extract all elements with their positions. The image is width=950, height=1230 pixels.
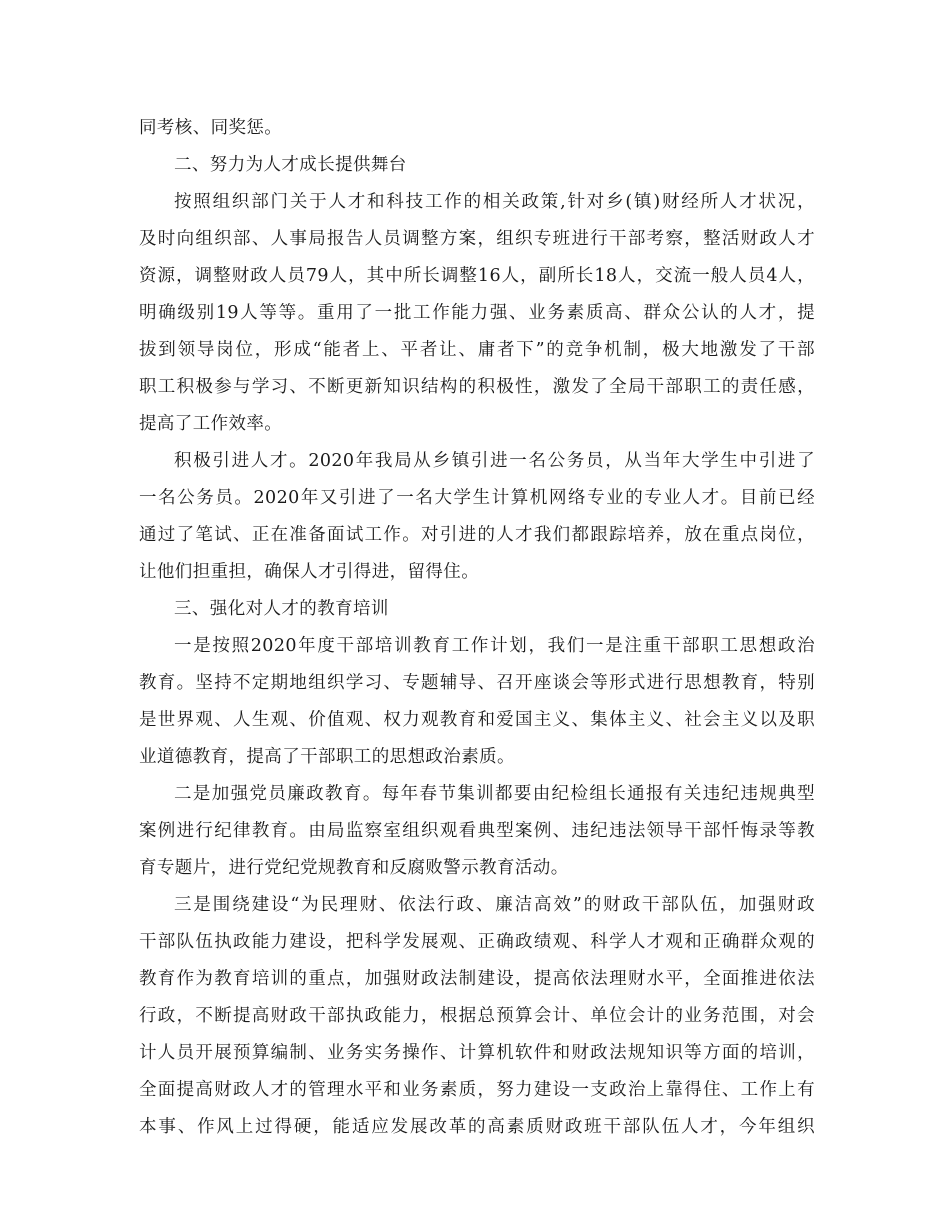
text-line: 一是按照2020年度干部培训教育工作计划，我们一是注重干部职工思想政治: [174, 636, 815, 656]
text-line: 教育作为教育培训的重点，加强财政法制建设，提高依法理财水平，全面推进依法: [139, 969, 815, 989]
text-line: 三、强化对人才的教育培训: [174, 599, 389, 619]
text-line: 业道德教育，提高了干部职工的思想政治素质。: [139, 747, 515, 767]
text-line: 二、努力为人才成长提供舞台: [174, 155, 407, 175]
text-line: 提高了工作效率。: [139, 414, 283, 434]
text-line: 育专题片，进行党纪党规教育和反腐败警示教育活动。: [139, 858, 569, 878]
text-line: 全面提高财政人才的管理水平和业务素质，努力建设一支政治上靠得住、工作上有: [139, 1080, 815, 1100]
text-line: 案例进行纪律教育。由局监察室组织观看典型案例、违纪违法领导干部忏悔录等教: [139, 821, 815, 841]
text-line: 三是围绕建设“为民理财、依法行政、廉洁高效”的财政干部队伍，加强财政: [174, 895, 815, 915]
text-line: 二是加强党员廉政教育。每年春节集训都要由纪检组长通报有关违纪违规典型: [174, 784, 815, 804]
text-line: 本事、作风上过得硬，能适应发展改革的高素质财政班干部队伍人才，今年组织: [139, 1117, 815, 1137]
text-line: 职工积极参与学习、不断更新知识结构的积极性，激发了全局干部职工的责任感，: [139, 377, 815, 397]
text-line: 同考核、同奖惩。: [139, 118, 283, 138]
text-line: 及时向组织部、人事局报告人员调整方案，组织专班进行干部考察，整活财政人才: [139, 229, 815, 249]
text-line: 教育。坚持不定期地组织学习、专题辅导、召开座谈会等形式进行思想教育，特别: [139, 673, 815, 693]
text-line: 让他们担重担，确保人才引得进，留得住。: [139, 562, 480, 582]
text-line: 资源，调整财政人员79人，其中所长调整16人，副所长18人，交流一般人员4人，: [139, 266, 815, 286]
text-line: 干部队伍执政能力建设，把科学发展观、正确政绩观、科学人才观和正确群众观的: [139, 932, 815, 952]
text-line: 是世界观、人生观、价值观、权力观教育和爱国主义、集体主义、社会主义以及职: [139, 710, 815, 730]
document-body: [139, 110, 815, 1146]
text-line: 积极引进人才。2020年我局从乡镇引进一名公务员，从当年大学生中引进了: [174, 451, 815, 471]
text-line: 通过了笔试、正在准备面试工作。对引进的人才我们都跟踪培养，放在重点岗位，: [139, 525, 815, 545]
text-line: 行政，不断提高财政干部执政能力，根据总预算会计、单位会计的业务范围，对会: [139, 1006, 815, 1026]
text-line: 一名公务员。2020年又引进了一名大学生计算机网络专业的专业人才。目前已经: [139, 488, 815, 508]
text-line: 明确级别19人等等。重用了一批工作能力强、业务素质高、群众公认的人才，提: [139, 303, 815, 323]
text-line: 按照组织部门关于人才和科技工作的相关政策,针对乡(镇)财经所人才状况，: [174, 192, 815, 212]
text-line: 拔到领导岗位，形成“能者上、平者让、庸者下”的竞争机制，极大地激发了干部: [139, 340, 815, 360]
text-line: 计人员开展预算编制、业务实务操作、计算机软件和财政法规知识等方面的培训，: [139, 1043, 815, 1063]
